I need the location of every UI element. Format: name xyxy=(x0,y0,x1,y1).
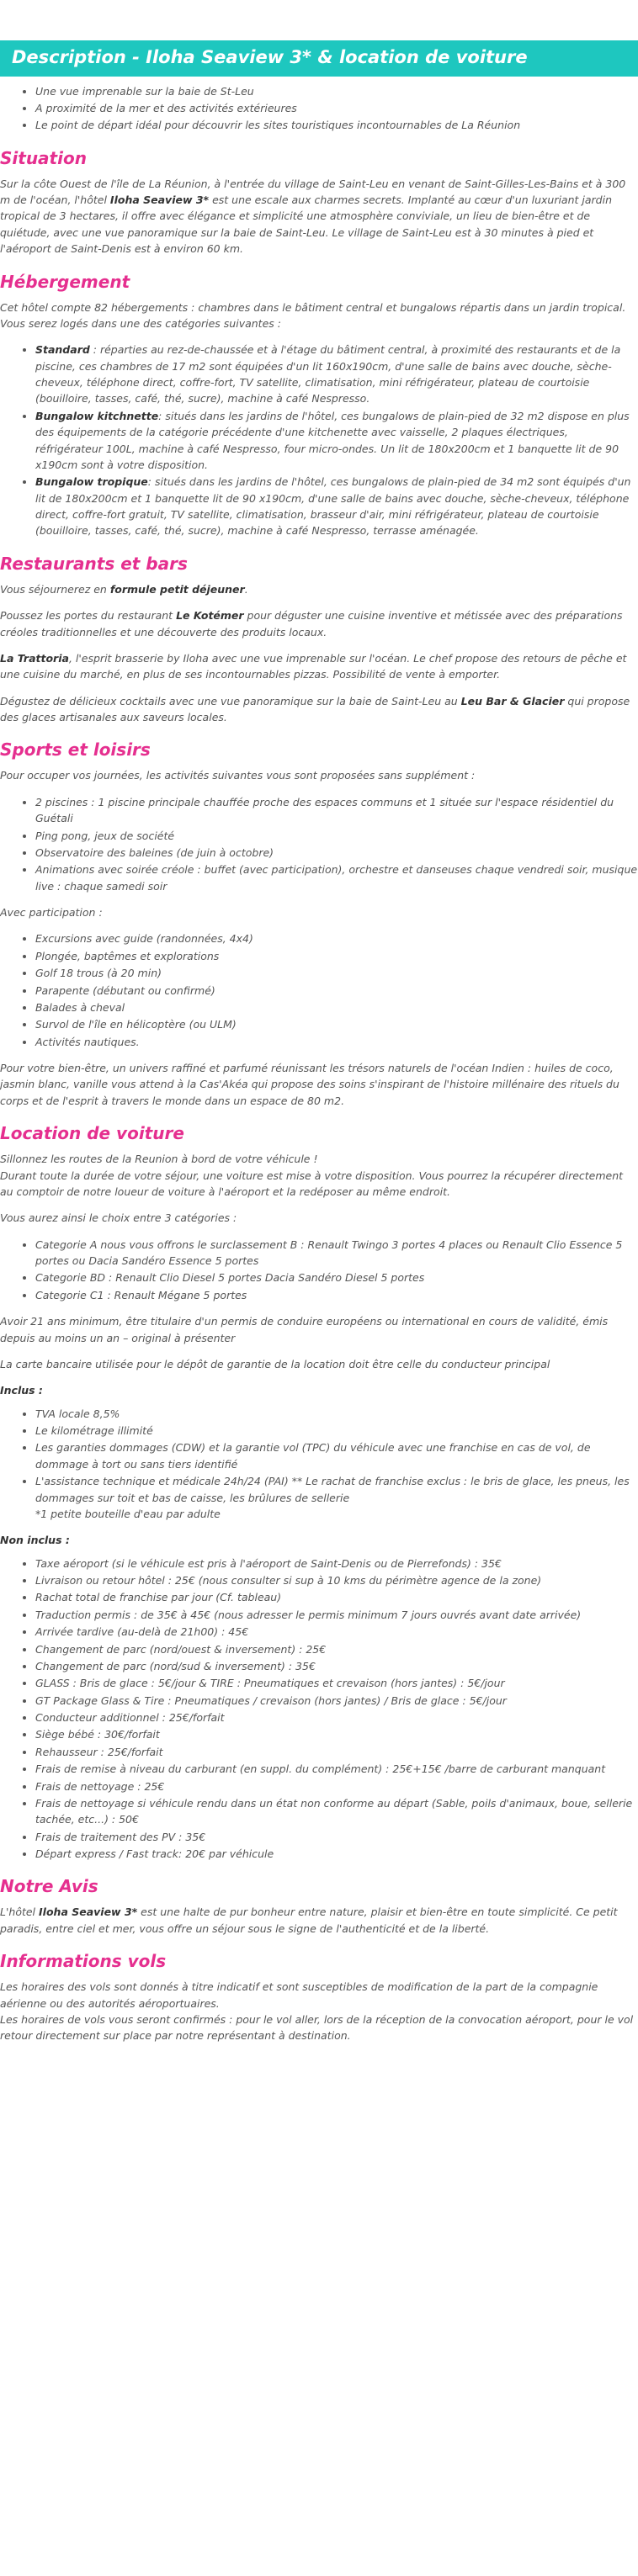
list-item: • L'assistance technique et médicale 24h/24 (PAI) ** Le rachat de franchise exclus : le bris de glace, les pneus, les dommages sur toit et bas de caisse, les brûlures de sellerie *1 petite bouteille d'eau par adulte xyxy=(35,1473,638,1522)
section-heading-sports: Sports et loisirs xyxy=(0,739,151,761)
list-item: • Categorie C1 : Renault Mégane 5 portes xyxy=(35,1287,638,1303)
list-item: • Plongée, baptêmes et explorations xyxy=(35,948,638,964)
list-item: • Frais de traitement des PV : 35€ xyxy=(35,1829,638,1845)
paid-activities-list xyxy=(0,930,638,1050)
restaurants-paragraph: Poussez les portes du restaurant Le Kotémer pour déguster une cuisine inventive et métissée avec des préparations créoles traditionnelles et une découverte des produits locaux. xyxy=(0,609,623,639)
list-item: • Traduction permis : de 35€ à 45€ (nous adresser le permis minimum 7 jours ouvrés avant date arrivée) xyxy=(35,1607,638,1623)
list-item: • Standard : réparties au rez-de-chaussée et à l'étage du bâtiment central, à proximité des restaurants et de la piscine, ces chambres de 17 m2 sont équipées d'un lit 160x190cm, d'une salle de bains avec douche, sèche-cheveux, téléphone direct, coffre-fort, TV satellite, climatisation, mini réfrigérateur, plateau de courtoisie (bouilloire, tasses, café, thé, sucre), machine à café Nespresso. xyxy=(35,342,638,407)
list-item: • Categorie A nous vous offrons le surclassement B : Renault Twingo 3 portes 4 places ou Renault Clio Essence 5 portes ou Dacia Sandéro Essence 5 portes xyxy=(35,1237,638,1269)
list-item: • Changement de parc (nord/ouest & inversement) : 25€ xyxy=(35,1641,638,1657)
list-item: • Bungalow tropique: situés dans les jardins de l'hôtel, ces bungalows de plain-pied de 34 m2 sont équipés d'un lit de 180x200cm et 1 banquette lit de 90 x190cm, d'une salle de bains avec douche, sèche-cheveux, téléphone direct, coffre-fort gratuit, TV satellite, climatisation, brasseur d'air, mini réfrigérateur, plateau de courtoisie (bouilloire, tasses, café, thé, sucre), machine à café Nespresso, terrasse aménagée. xyxy=(35,474,638,539)
list-item: • Frais de nettoyage si véhicule rendu dans un état non conforme au départ (Sable, poils d'animaux, boue, sellerie tachée, etc...) : 50€ xyxy=(35,1795,638,1828)
list-item: • Animations avec soirée créole : buffet (avec participation), orchestre et danseuses chaque vendredi soir, musique live : chaque samedi soir xyxy=(35,861,638,894)
list-item: • Conducteur additionnel : 25€/forfait xyxy=(35,1709,638,1725)
list-item: • Changement de parc (nord/sud & inversement) : 35€ xyxy=(35,1658,638,1674)
included-note: *1 petite bouteille d'eau par adulte xyxy=(35,1507,221,1520)
included-label: Inclus : xyxy=(0,1384,43,1397)
age-requirement: Avoir 21 ans minimum, être titulaire d'un permis de conduire européens ou international en cours de validité, émis depuis au moins un an – original à présenter xyxy=(0,1315,609,1344)
list-item: • Taxe aéroport (si le véhicule est pris à l'aéroport de Saint-Denis ou de Pierrefonds) : 35€ xyxy=(35,1556,638,1572)
restaurants-paragraph: Dégustez de délicieux cocktails avec une vue panoramique sur la baie de Saint-Leu au Leu Bar & Glacier qui propose des glaces artisanales aux saveurs locales. xyxy=(0,694,630,724)
excluded-label: Non inclus : xyxy=(0,1534,70,1547)
list-item: • Balades à cheval xyxy=(35,999,638,1015)
situation-paragraph: Sur la côte Ouest de l'île de La Réunion, à l'entrée du village de Saint-Leu en venant de Saint-Gilles-Les-Bains et à 300 m de l'océan, l'hôtel Iloha Seaview 3* est une escale aux charmes secrets. Implanté au cœur d'un luxuriant jardin tropical de 3 hectares, il offre avec élégance et simplicité une atmosphère conviviale, un lieu de bien-être et de quiétude, avec une vue panoramique sur la baie de Saint-Leu. Le village de Saint-Leu est à 30 minutes à pied et l'aéroport de Saint-Denis est à environ 60 km. xyxy=(0,177,626,256)
restaurants-paragraph: Vous séjournerez en formule petit déjeuner. xyxy=(0,582,248,596)
list-item: • Siège bébé : 30€/forfait xyxy=(35,1726,638,1742)
list-item: • Livraison ou retour hôtel : 25€ (nous consulter si sup à 10 kms du périmètre agence de la zone) xyxy=(35,1572,638,1588)
hebergement-intro: Cet hôtel compte 82 hébergements : chambres dans le bâtiment central et bungalows répartis dans un jardin tropical. Vous serez logés dans une des catégories suivantes : xyxy=(0,300,626,330)
card-requirement: La carte bancaire utilisée pour le dépôt de garantie de la location doit être celle du conducteur principal xyxy=(0,1357,550,1370)
included-list xyxy=(0,1406,638,1523)
list-item: • Observatoire des baleines (de juin à octobre) xyxy=(35,845,638,861)
list-item: • Frais de remise à niveau du carburant (en suppl. du complément) : 25€+15€ /barre de carburant manquant xyxy=(35,1761,638,1777)
list-item: • Le point de départ idéal pour découvrir les sites touristiques incontournables de La Réunion xyxy=(35,117,638,133)
location-intro: Sillonnez les routes de la Reunion à bord de votre véhicule ! Durant toute la durée de votre séjour, une voiture est mise à votre disposition. Vous pourrez la récupérer directement au comptoir de notre loueur de voiture à l'aéroport et la redéposer au même endroit. xyxy=(0,1153,624,1198)
list-item: • Rehausseur : 25€/forfait xyxy=(35,1744,638,1760)
list-item: • GT Package Glass & Tire : Pneumatiques / crevaison (hors jantes) / Bris de glace : 5€/jour xyxy=(35,1693,638,1709)
list-item: • Bungalow kitchnette: situés dans les jardins de l'hôtel, ces bungalows de plain-pied de 32 m2 dispose en plus des équipements de la catégorie précédente d'une kitchenette avec vaisselle, 2 plaques électriques, réfrigérateur 100L, machine à café Nespresso, four micro-ondes. Un lit de 180x200cm et 1 banquette lit de 90 x190cm sont à votre disposition. xyxy=(35,408,638,474)
excluded-list xyxy=(0,1556,638,1863)
list-item: • Arrivée tardive (au-delà de 21h00) : 45€ xyxy=(35,1624,638,1640)
categories-intro: Vous aurez ainsi le choix entre 3 catégories : xyxy=(0,1211,237,1225)
list-item: • Survol de l'île en hélicoptère (ou ULM) xyxy=(35,1016,638,1032)
list-item: • Parapente (débutant ou confirmé) xyxy=(35,983,638,999)
list-item: • Les garanties dommages (CDW) et la garantie vol (TPC) du véhicule avec une franchise en cas de vol, de dommage à tort ou sans tiers identifié xyxy=(35,1439,638,1472)
list-item: • Le kilométrage illimité xyxy=(35,1423,638,1439)
list-item: • Golf 18 trous (à 20 min) xyxy=(35,965,638,981)
list-item: • A proximité de la mer et des activités extérieures xyxy=(35,100,638,116)
list-item: • Rachat total de franchise par jour (Cf. tableau) xyxy=(35,1589,638,1605)
room-list xyxy=(0,342,638,539)
list-item: • Frais de nettoyage : 25€ xyxy=(35,1778,638,1794)
paid-activities-label: Avec participation : xyxy=(0,906,103,920)
page-title: Description - Iloha Seaview 3* & location de voiture xyxy=(0,40,638,77)
section-heading-situation: Situation xyxy=(0,147,87,168)
list-item: • TVA locale 8,5% xyxy=(35,1406,638,1422)
restaurants-paragraph: La Trattoria, l'esprit brasserie by Iloha avec une vue imprenable sur l'océan. Le chef propose des retours de pêche et une cuisine du marché, en plus de ses incontournables pizzas. Possibilité de vente à emporter. xyxy=(0,651,627,681)
vols-paragraph: Les horaires des vols sont donnés à titre indicatif et sont susceptibles de modification de la part de la compagnie aérienne ou des autorités aéroportuaires. Les horaires de vols vous seront confirmés : pour le vol aller, lors de la réception de la convocation aéroport, pour le vol retour directement sur place par notre représentant à destination. xyxy=(0,1980,634,2043)
car-categories-list xyxy=(0,1237,638,1304)
section-heading-avis: Notre Avis xyxy=(0,1876,98,1897)
list-item: • 2 piscines : 1 piscine principale chauffée proche des espaces communs et 1 située sur l'espace résidentiel du Guétali xyxy=(35,794,638,827)
list-item: • Une vue imprenable sur la baie de St-Leu xyxy=(35,83,638,99)
list-item: • Départ express / Fast track: 20€ par véhicule xyxy=(35,1846,638,1862)
list-item: • Ping pong, jeux de société xyxy=(35,828,638,844)
section-heading-location: Location de voiture xyxy=(0,1123,184,1144)
highlights-list xyxy=(0,83,638,134)
section-heading-hebergement: Hébergement xyxy=(0,271,130,292)
list-item: • Activités nautiques. xyxy=(35,1034,638,1050)
avis-paragraph: L'hôtel Iloha Seaview 3* est une halte de pur bonheur entre nature, plaisir et bien-être en toute simplicité. Ce petit paradis, entre ciel et mer, vous offre un séjour sous le signe de l'authenticité et de la liberté. xyxy=(0,1905,618,1935)
free-activities-list xyxy=(0,794,638,894)
section-heading-vols: Informations vols xyxy=(0,1951,167,1972)
wellness-paragraph: Pour votre bien-être, un univers raffiné et parfumé réunissant les trésors naturels de l'océan Indien : huiles de coco, jasmin blanc, vanille vous attend à la Cas'Akéa qui propose des soins s'inspirant de l'histoire millénaire des rituels du corps et de l'esprit à travers le monde dans un espace de 80 m2. xyxy=(0,1062,619,1107)
list-item: • Excursions avec guide (randonnées, 4x4) xyxy=(35,930,638,946)
section-heading-restaurants: Restaurants et bars xyxy=(0,553,188,574)
sports-intro: Pour occuper vos journées, les activités suivantes vous sont proposées sans supplément : xyxy=(0,769,476,782)
list-item: • GLASS : Bris de glace : 5€/jour & TIRE : Pneumatiques et crevaison (hors jantes) : 5€/jour xyxy=(35,1675,638,1691)
list-item: • Categorie BD : Renault Clio Diesel 5 portes Dacia Sandéro Diesel 5 portes xyxy=(35,1269,638,1285)
